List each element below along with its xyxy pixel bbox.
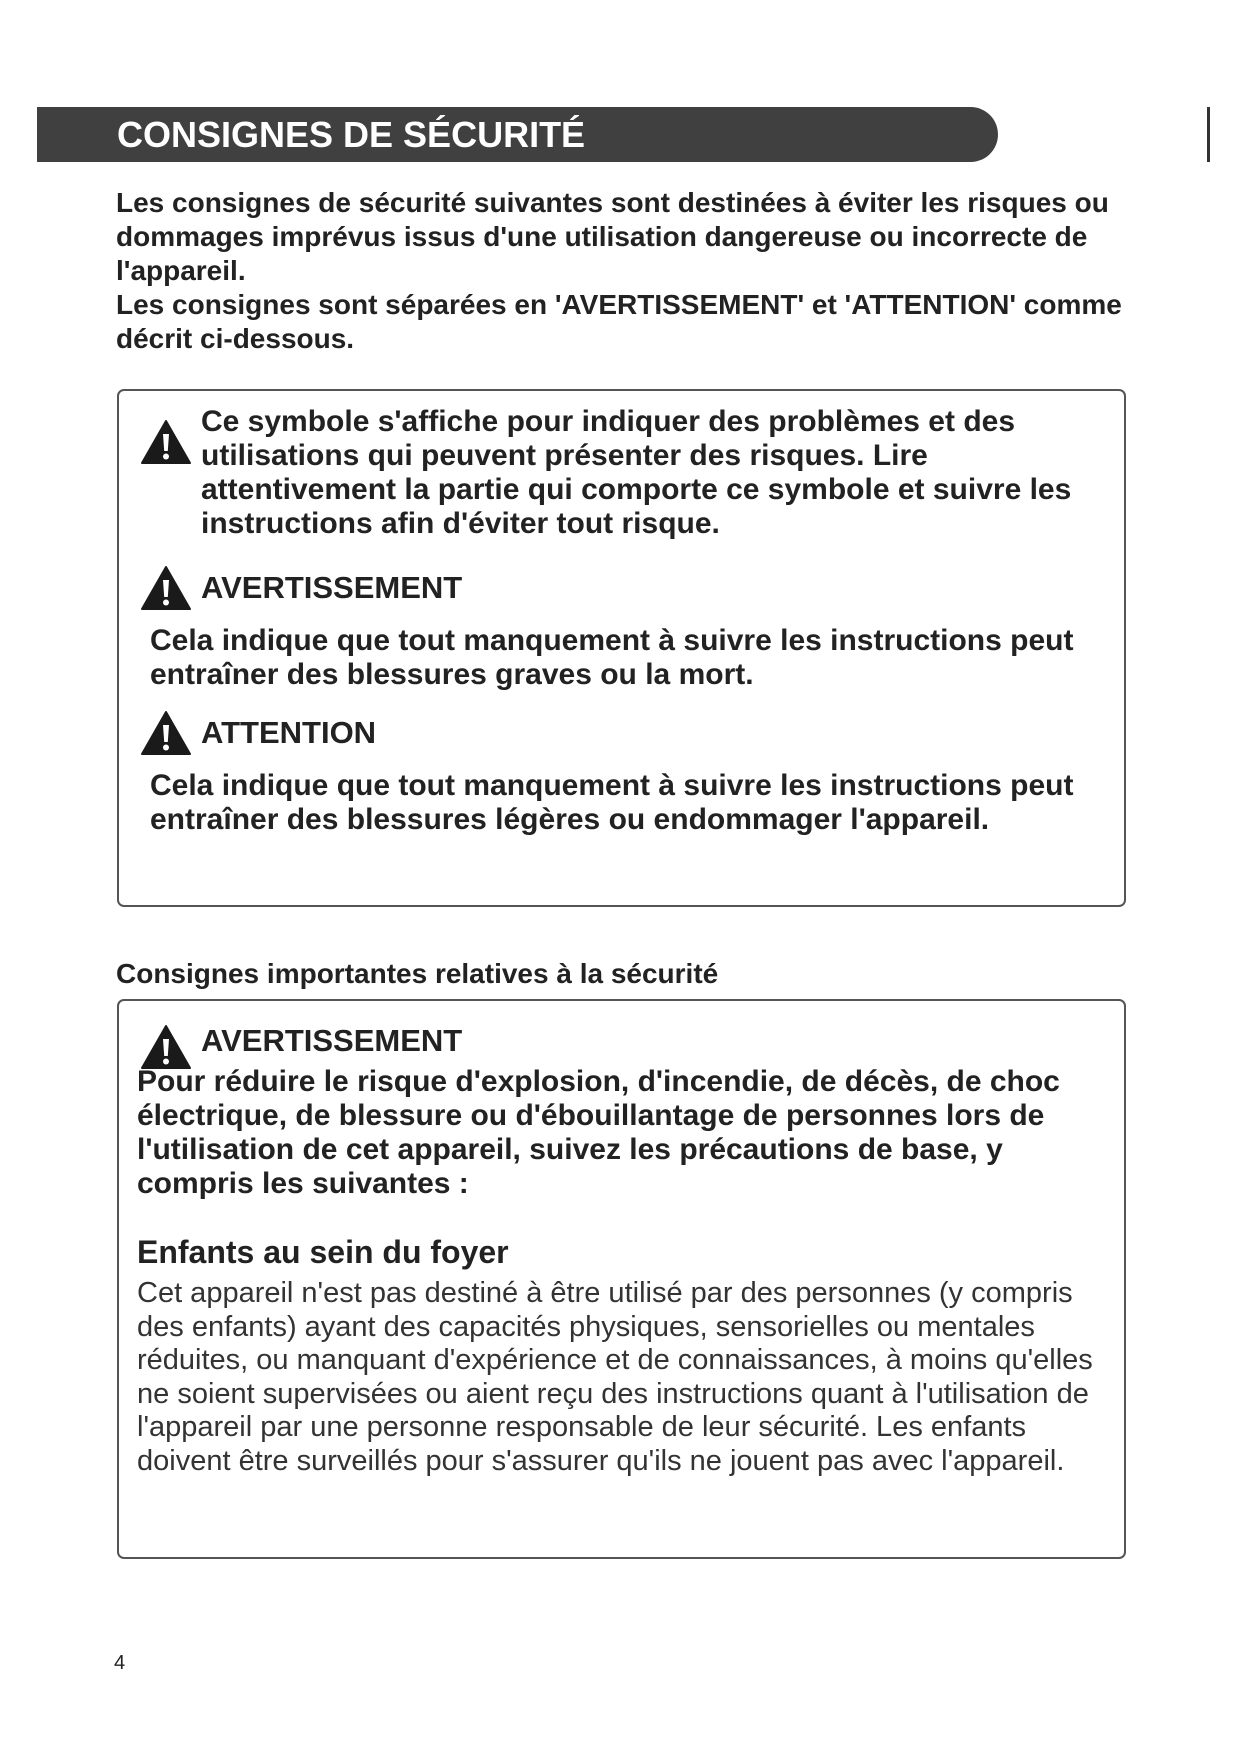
warning-description: Cela indique que tout manquement à suivre les instructions peut entraîner des blessures graves ou la mort. xyxy=(150,624,1074,691)
important-warning-box xyxy=(117,999,1126,1559)
legend-box xyxy=(117,389,1126,907)
warning-label: AVERTISSEMENT xyxy=(201,570,463,605)
caution-label: ATTENTION xyxy=(201,715,377,750)
edge-marker xyxy=(1207,107,1210,162)
warning-triangle-icon xyxy=(140,419,192,465)
page-number: 4 xyxy=(114,1652,126,1674)
intro-paragraph-1: Les consignes de sécurité suivantes sont destinées à éviter les risques ou dommages imprévus issus d'une utilisation dangereuse ou incorrecte de l'appareil. xyxy=(116,187,1109,286)
important-warning-label: AVERTISSEMENT xyxy=(201,1023,463,1058)
page-title: CONSIGNES DE SÉCURITÉ xyxy=(117,114,586,155)
caution-triangle-icon xyxy=(140,710,192,756)
intro-text xyxy=(116,186,1146,356)
caution-description: Cela indique que tout manquement à suivre les instructions peut entraîner des blessures légères ou endommager l'appareil. xyxy=(150,769,1074,836)
warning-triangle-icon xyxy=(140,1024,192,1070)
children-body-text: Cet appareil n'est pas destiné à être utilisé par des personnes (y compris des enfants) ayant des capacités physiques, sensorielles ou mentales réduites, ou manquant d'expérience et de connaissances, à moins qu'elles ne soient supervisées ou aient reçu des instructions quant à l'utilisation de l'appareil par une personne responsable de leur sécurité. Les enfants doivent être surveillés pour s'assurer qu'ils ne jouent pas avec l'appareil. xyxy=(137,1277,1093,1477)
section-header-bar xyxy=(37,107,998,162)
children-subheading: Enfants au sein du foyer xyxy=(137,1234,509,1270)
warning-triangle-icon xyxy=(140,565,192,611)
important-warning-text: Pour réduire le risque d'explosion, d'incendie, de décès, de choc électrique, de blessure ou d'ébouillantage de personnes lors de l'utilisation de cet appareil, suivez les précautions de base, y compris les suivantes : xyxy=(137,1065,1060,1200)
intro-paragraph-2: Les consignes sont séparées en 'AVERTISSEMENT' et 'ATTENTION' comme décrit ci-dessous. xyxy=(116,289,1122,354)
symbol-description: Ce symbole s'affiche pour indiquer des problèmes et des utilisations qui peuvent présenter des risques. Lire attentivement la partie qui comporte ce symbole et suivre les instructions afin d'éviter tout risque. xyxy=(201,405,1072,540)
important-section-title: Consignes importantes relatives à la sécurité xyxy=(116,958,719,989)
